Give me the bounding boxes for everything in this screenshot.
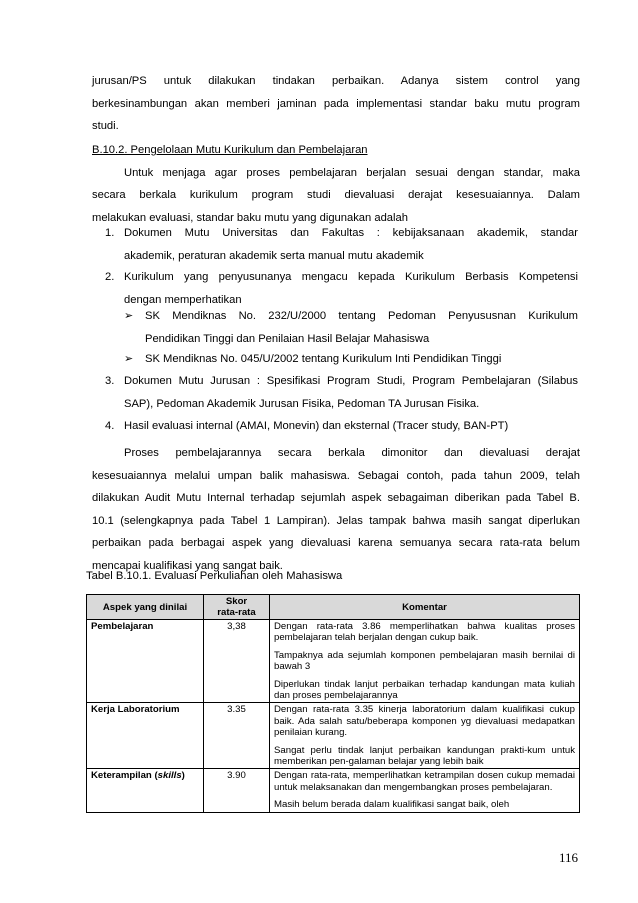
table-row bbox=[87, 620, 580, 703]
list-number: 1. bbox=[105, 227, 115, 239]
text-line: kesesuaiannya melalui umpan balik mahasiswa. Sebagai contoh, pada tahun 2009, telah bbox=[92, 469, 580, 482]
text-line: mencapai kualifikasi yang sangat baik. bbox=[92, 559, 283, 572]
comment-text: Diperlukan tindak lanjut perbaikan terhadap kandungan mata kuliah dan proses pembelajarannya bbox=[274, 678, 575, 702]
header-skor bbox=[204, 595, 270, 620]
cell-aspek: Pembelajaran bbox=[87, 620, 204, 703]
header-komentar: Komentar bbox=[270, 595, 580, 620]
aspek-italic: skills bbox=[157, 770, 182, 782]
comment-text: Tampaknya ada sejumlah komponen pembelajaran masih bernilai di bawah 3 bbox=[274, 649, 575, 673]
comment-text: Masih belum berada dalam kualifikasi sangat baik, oleh bbox=[274, 799, 510, 811]
aspek-text-end: ) bbox=[181, 770, 185, 782]
text-line: melakukan evaluasi, standar baku mutu yang digunakan adalah bbox=[92, 211, 408, 224]
table-row bbox=[87, 703, 580, 769]
comment-text: Dengan rata-rata 3.86 memperlihatkan bahwa kualitas proses pembelajaran telah berjalan dengan cukup baik. bbox=[274, 621, 575, 644]
comment-text: Dengan rata-rata 3.35 kinerja laboratorium dalam kualifikasi cukup baik. Ada salah satu/beberapa komponen yg dievaluasi medapatkan penilaian kurang. bbox=[274, 704, 575, 739]
sub-list-item bbox=[145, 348, 578, 371]
text-line: Pendidikan Tinggi dan Penilaian Hasil Belajar Mahasiswa bbox=[145, 332, 430, 345]
cell-aspek: Kerja Laboratorium bbox=[87, 703, 204, 769]
evaluation-table bbox=[86, 594, 580, 813]
cell-komentar bbox=[270, 769, 580, 812]
text-line: Dokumen Mutu Universitas dan Fakultas : kebijaksanaan akademik, standar bbox=[124, 227, 578, 239]
list-item bbox=[124, 415, 578, 438]
text-line: Proses pembelajarannya secara berkala dimonitor dan dievaluasi derajat bbox=[124, 447, 580, 459]
list-number: 2. bbox=[105, 271, 115, 283]
text-line: SK Mendiknas No. 232/U/2000 tentang Pedoman Penyususnan Kurikulum bbox=[145, 310, 578, 322]
sub-list-item bbox=[145, 305, 578, 350]
page-number: 116 bbox=[558, 850, 578, 865]
cell-skor: 3,38 bbox=[204, 620, 270, 703]
table-row bbox=[87, 769, 580, 812]
cell-skor: 3.90 bbox=[204, 769, 270, 812]
aspek-text: Keterampilan ( bbox=[91, 770, 158, 782]
text-line: Hasil evaluasi internal (AMAI, Monevin) dan eksternal (Tracer study, BAN-PT) bbox=[124, 420, 509, 432]
text-line: Kurikulum yang penyusunanya mengacu kepada Kurikulum Berbasis Kompetensi bbox=[124, 271, 578, 283]
header-skor-line1: Skor bbox=[225, 596, 248, 607]
text-line: SK Mendiknas No. 045/U/2002 tentang Kurikulum Inti Pendidikan Tinggi bbox=[145, 353, 502, 365]
section-heading: B.10.2. Pengelolaan Mutu Kurikulum dan Pembelajaran bbox=[92, 144, 368, 156]
text-line: dengan memperhatikan bbox=[124, 293, 242, 306]
comment-text: Dengan rata-rata, memperlihatkan ketrampilan dosen cukup memadai untuk melaksanakan dan mengembangkan proses pembelajaran. bbox=[274, 770, 575, 793]
section-block bbox=[92, 139, 580, 229]
text-line: Dokumen Mutu Jurusan : Spesifikasi Program Studi, Program Pembelajaran (Silabus bbox=[124, 375, 578, 387]
cell-komentar bbox=[270, 620, 580, 703]
list-number: 3. bbox=[105, 375, 115, 387]
list-item bbox=[124, 222, 578, 267]
cell-komentar bbox=[270, 703, 580, 769]
arrow-bullet-icon: ➢ bbox=[124, 353, 134, 365]
list-number: 4. bbox=[105, 420, 115, 432]
text-line: dilakukan Audit Mutu Internal terhadap sejumlah aspek sebagaiman diberikan pada Tabel B. bbox=[92, 492, 580, 505]
table-header-row bbox=[87, 595, 580, 620]
body-paragraph bbox=[92, 442, 580, 578]
text-line: akademik, peraturan akademik serta manual mutu akademik bbox=[124, 249, 424, 262]
intro-paragraph bbox=[92, 70, 580, 138]
text-line: berkesinambungan akan memberi jaminan pada implementasi standar baku mutu program bbox=[92, 97, 580, 110]
arrow-bullet-icon: ➢ bbox=[124, 310, 134, 322]
text-line: 10.1 (selengkapnya pada Tabel 1 Lampiran). Jelas tampak bahwa masih sangat diperlukan bbox=[92, 514, 580, 527]
cell-skor: 3.35 bbox=[204, 703, 270, 769]
text-line: studi. bbox=[92, 120, 119, 133]
table-caption: Tabel B.10.1. Evaluasi Perkuliahan oleh Mahasiswa bbox=[86, 570, 343, 582]
text-line: jurusan/PS untuk dilakukan tindakan perbaikan. Adanya sistem control yang bbox=[92, 75, 580, 87]
header-aspek: Aspek yang dinilai bbox=[87, 595, 204, 620]
comment-text: Sangat perlu tindak lanjut perbaikan kandungan prakti-kum untuk memberikan pen-galaman belajar yang lebih baik bbox=[274, 744, 575, 768]
list-item bbox=[124, 370, 578, 415]
text-line: perbaikan pada berbagai aspek yang dievaluasi karena semuanya secara rata-rata belum bbox=[92, 537, 580, 550]
header-skor-line2: rata-rata bbox=[217, 607, 256, 618]
text-line: SAP), Pedoman Akademik Jurusan Fisika, Pedoman TA Jurusan Fisika. bbox=[124, 397, 480, 410]
text-line: secara berkala kurikulum program studi dievaluasi derajat kesesuaiannya. Dalam bbox=[92, 189, 580, 202]
cell-aspek bbox=[87, 769, 204, 812]
text-line: Untuk menjaga agar proses pembelajaran berjalan sesuai dengan standar, maka bbox=[124, 166, 580, 179]
